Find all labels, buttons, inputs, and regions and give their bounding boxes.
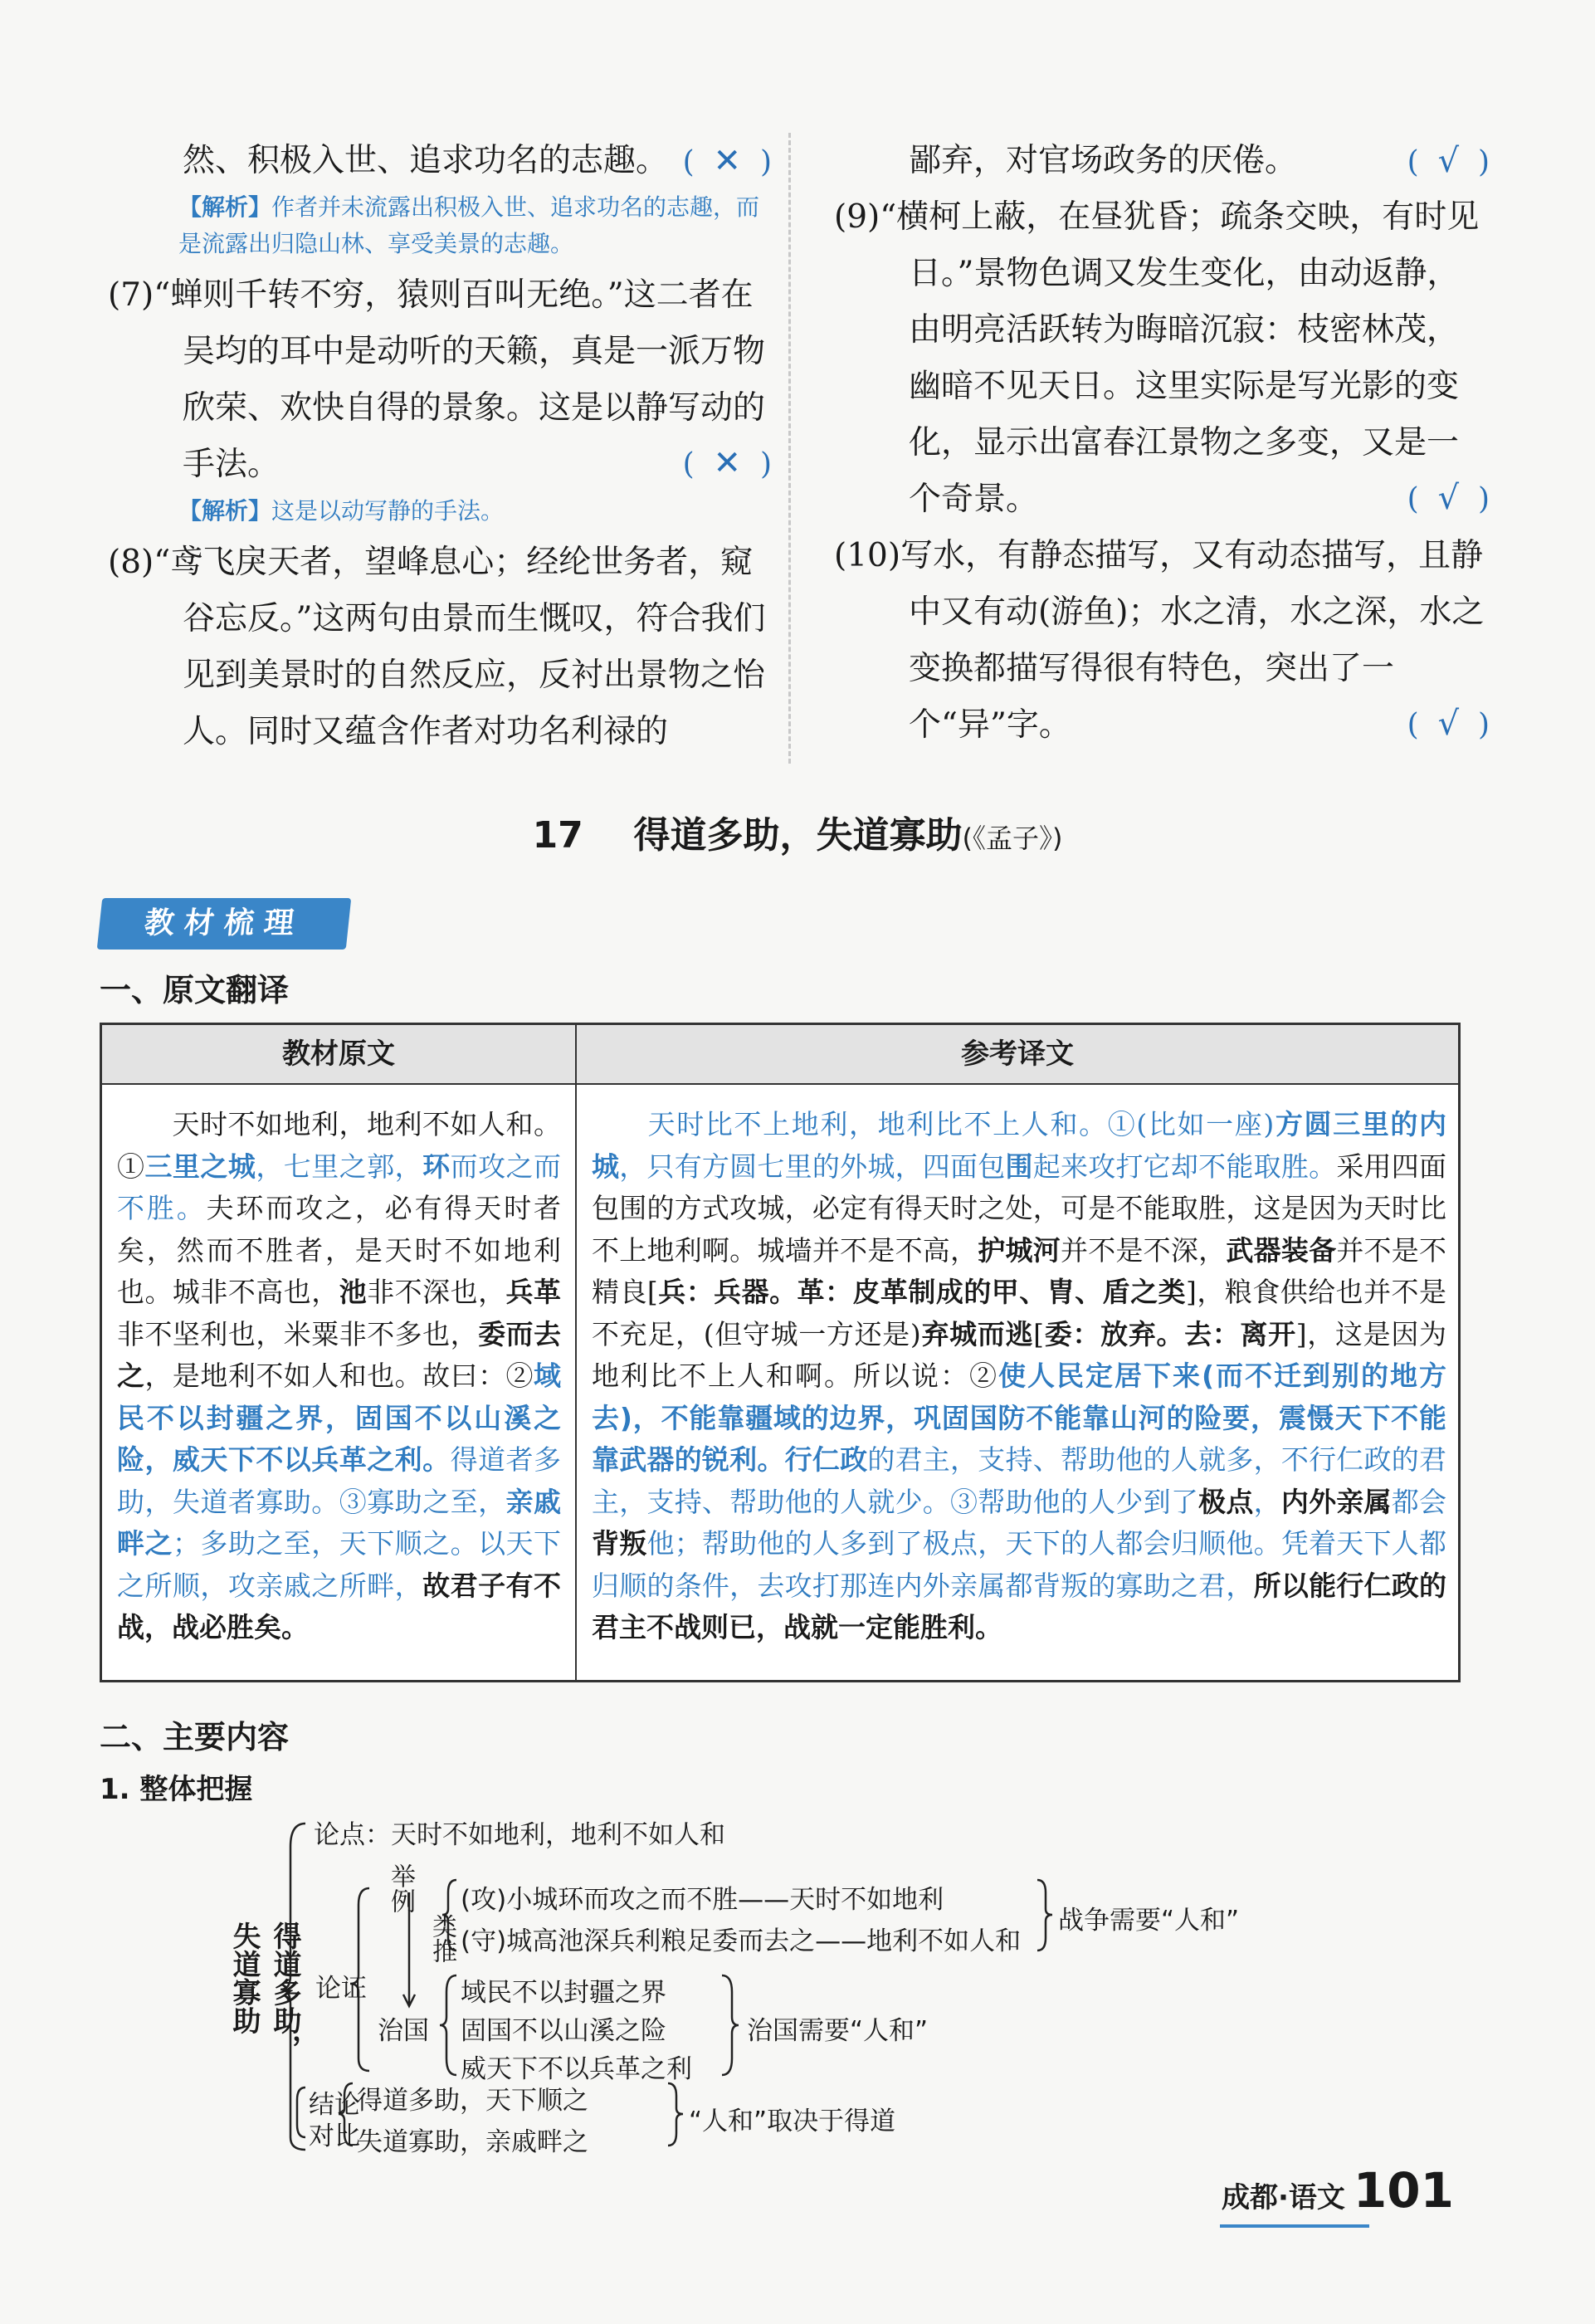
item-8-num: (8) [108, 544, 154, 581]
diagram-final-conclusion: “人和”取决于得道 [689, 2107, 896, 2136]
trans-seg: 极点 [1198, 1485, 1254, 1518]
answer-8: ( √ ) [1407, 142, 1490, 180]
trans-seg: ， [1253, 1485, 1281, 1518]
footer-label: 成都·语文 [1222, 2181, 1345, 2214]
answer-6-mark: ✕ [713, 142, 742, 180]
section-heading-translation: 一、原文翻译 [100, 972, 290, 1008]
column-divider [788, 133, 791, 764]
orig-seg: 故君子有不战，战必胜矣。 [117, 1569, 562, 1643]
diagram-thesis: 论点：天时不如地利，地利不如人和 [314, 1820, 725, 1850]
trans-seg: [ [1033, 1317, 1045, 1350]
item-8 [108, 535, 772, 760]
table-header-original: 教材原文 [282, 1038, 395, 1071]
item-8-text: “鸢飞戾天者，望峰息心；经纶世务者，窥谷忘反。”这两句由景而生慨叹，符合我们见到美景时的自然反应，反衬出景物之怡人。同时又蕴含作者对功名利禄的 [154, 544, 766, 750]
trans-seg: ]，粮食供给也并不是不充足，(但守城一方还是) [592, 1276, 1447, 1350]
item-6-text: 然、积极入世、追求功名的志趣。 [183, 142, 669, 179]
section-banner: 教材梳理 [97, 898, 352, 950]
answer-7-mark: ✕ [713, 444, 742, 482]
trans-seg: 护城河 [978, 1233, 1061, 1267]
chapter-title [0, 805, 1595, 858]
answer-9-mark: √ [1437, 479, 1460, 517]
diagram-governance-conclusion: 治国需要“人和” [747, 2016, 929, 2046]
diagram-contrast-label: 对比 [309, 2121, 360, 2151]
footer-underline [1220, 2224, 1369, 2228]
trans-seg: 起来攻打它却不能取胜。 [1032, 1150, 1337, 1183]
diagram-conclusion-1: 得道多助，天下顺之 [357, 2086, 588, 2116]
trans-seg: 委：放弃。去：离开 [1044, 1317, 1296, 1350]
trans-seg: 并不是不精良[ [592, 1233, 1447, 1308]
trans-seg: 内外亲属 [1280, 1485, 1392, 1518]
orig-seg: 非不深也， [367, 1276, 506, 1308]
answer-8-mark: √ [1437, 142, 1460, 180]
orig-seg: ；多助之至，天下顺之。以天下之所顺，攻亲戚之所畔， [117, 1527, 562, 1602]
orig-seg: 兵革 [505, 1276, 562, 1308]
orig-seg: 域民不以封疆之界，固国不以山溪之险，威天下不以兵革之利。 [117, 1360, 562, 1476]
answer-6: ( ✕ ) [682, 142, 772, 180]
table-header-translation: 参考译文 [961, 1038, 1074, 1071]
trans-seg: ]，这是因为地利比不上人和啊。所以说：② [592, 1317, 1446, 1392]
trans-seg: 围 [1005, 1150, 1033, 1183]
item-9-text: “横柯上蔽，在昼犹昏；疏条交映，有时见日。”景物色调又发生变化，由动返静，由明亮活跃转为晦暗沉寂：枝密林茂，幽暗不见天日。这里实际是写光影的变化，显示出富春江景物之多变，又是一个奇景。 [880, 198, 1480, 518]
right-column [834, 133, 1490, 754]
item-7-text: “蝉则千转不穷，猿则百叫无绝。”这二者在吴均的耳中是动听的天籁，真是一派万物欣荣、欢快自得的景象。这是以静写动的手法。 [154, 276, 766, 483]
trans-seg: 的君主，支持、帮助他的人就多，不行仁政的君主，支持、帮助他的人就少。③帮助他的人少到了 [592, 1443, 1447, 1518]
answer-7: ( ✕ ) [682, 444, 772, 482]
diagram-argument: 论证 [315, 1974, 367, 2004]
item-10-text: 写水，有静态描写，又有动态描写，且静中又有动(游鱼)；水之清，水之深，水之变换都描写得很有特色，突出了一个“异”字。 [900, 537, 1485, 744]
trans-seg: 都会 [1391, 1485, 1447, 1518]
table-header [102, 1025, 1458, 1085]
diagram-governance-1: 域民不以封疆之界 [461, 1978, 666, 2008]
orig-seg: ，七里之郭， [256, 1150, 423, 1183]
analysis-7-tag: 【解析】 [178, 497, 272, 525]
diagram-example-label: 举例 [386, 1863, 415, 1913]
orig-seg: 而攻之而不胜。 [117, 1150, 562, 1224]
orig-seg: 环 [422, 1150, 451, 1183]
trans-seg: 使人民定居下来(而不迁到别的地方去)，不能靠疆域的边界，巩固国防不能靠山河的险要，震慑天下不能靠武器的锐利。行仁政 [592, 1360, 1447, 1476]
orig-seg: 亲戚畔之 [117, 1485, 562, 1560]
diagram-example-1: (攻)小城环而攻之而不胜——天时不如地利 [461, 1885, 944, 1915]
item-10 [834, 528, 1490, 754]
original-text-cell [117, 1104, 561, 1649]
trans-seg: 采用四面包围的方式攻城，必定有得天时之处，可是不能取胜，这是因为天时比不上地利啊。城墙并不是不高， [592, 1150, 1447, 1267]
trans-seg: 武器装备 [1226, 1233, 1337, 1267]
translation-text-cell [592, 1104, 1446, 1649]
left-column [108, 133, 772, 760]
chapter-name: 得道多助，失道寡助 [633, 814, 963, 857]
diagram-root: 得道多助，失道寡助 [227, 1921, 301, 2063]
item-7 [108, 267, 772, 493]
chapter-number: 17 [532, 814, 583, 857]
orig-seg: 委而去之 [117, 1317, 562, 1392]
orig-seg: 天时不如地利，地利不如人和。① [117, 1108, 561, 1183]
answer-10-mark: √ [1437, 705, 1460, 743]
answer-10: ( √ ) [1407, 705, 1490, 743]
diagram-conclusion-label: 结论 [309, 2090, 360, 2120]
item-8-tail [834, 133, 1490, 189]
diagram-example-2: (守)城高池深兵利粮足委而去之——地利不如人和 [461, 1926, 1022, 1956]
item-9 [834, 189, 1490, 528]
analysis-7-text: 这是以动写静的手法。 [271, 497, 505, 525]
item-7-num: (7) [108, 276, 154, 314]
item-6-tail [108, 133, 772, 189]
structure-diagram [207, 1814, 1369, 2162]
diagram-analogy-label: 类推 [427, 1913, 456, 1963]
translation-table [100, 1023, 1461, 1682]
trans-seg: 并不是不深， [1060, 1233, 1227, 1267]
orig-seg: ，是地利不如人和也。故曰：② [144, 1360, 534, 1392]
item-8-tail-text: 鄙弃，对官场政务的厌倦。 [909, 142, 1298, 179]
orig-seg: 三里之城 [144, 1150, 256, 1183]
diagram-conclusion-2: 失道寡助，亲戚畔之 [357, 2127, 588, 2157]
analysis-6-text: 作者并未流露出积极入世、追求功名的志趣，而是流露出归隐山林、享受美景的志趣。 [178, 193, 760, 257]
analysis-6-tag: 【解析】 [178, 193, 272, 221]
diagram-example-conclusion: 战争需要“人和” [1058, 1906, 1240, 1936]
trans-seg: 天时比不上地利，地利比不上人和。①(比如一座) [646, 1108, 1275, 1140]
page-footer [1222, 2162, 1454, 2219]
section-heading-main-content: 二、主要内容 [100, 1719, 290, 1755]
table-divider [575, 1025, 577, 1680]
orig-seg: 非不坚利也，米粟非不多也， [117, 1317, 479, 1350]
diagram-governance-3: 威天下不以兵革之利 [461, 2054, 692, 2084]
trans-seg: 兵：兵器。革：皮革制成的甲、胄、盾之类 [657, 1276, 1186, 1308]
item-10-num: (10) [834, 537, 901, 574]
analysis-7 [108, 493, 772, 530]
orig-seg: 夫环而攻之，必有得天时者矣，然而不胜者，是天时不如地利也。城非不高也， [117, 1192, 562, 1308]
analysis-6 [108, 189, 772, 262]
orig-seg: 得道者多助，失道者寡助。③寡助之至， [117, 1443, 562, 1518]
trans-seg: 他；帮助他的人多到了极点，天下的人都会归顺他。凭着天下人都归顺的条件，去攻打那连内外亲属都背叛的寡助之君， [592, 1527, 1447, 1602]
page-number: 101 [1353, 2162, 1454, 2219]
diagram-governance-label: 治国 [378, 2016, 429, 2046]
item-9-num: (9) [834, 198, 880, 236]
trans-seg: 所以能行仁政的君主不战则已，战就一定能胜利。 [592, 1569, 1447, 1643]
trans-seg: ，只有方圆七里的外城，四面包 [619, 1150, 1006, 1183]
trans-seg: 背叛 [592, 1527, 647, 1560]
answer-9: ( √ ) [1407, 479, 1490, 517]
subheading-overview: 1. 整体把握 [100, 1773, 253, 1806]
orig-seg: 池 [339, 1276, 368, 1308]
trans-seg: 弃城而逃 [920, 1317, 1034, 1350]
trans-seg: 方圆三里的内城 [592, 1108, 1447, 1183]
chapter-source: (《孟子》) [962, 823, 1063, 854]
diagram-governance-2: 固国不以山溪之险 [461, 2016, 666, 2046]
